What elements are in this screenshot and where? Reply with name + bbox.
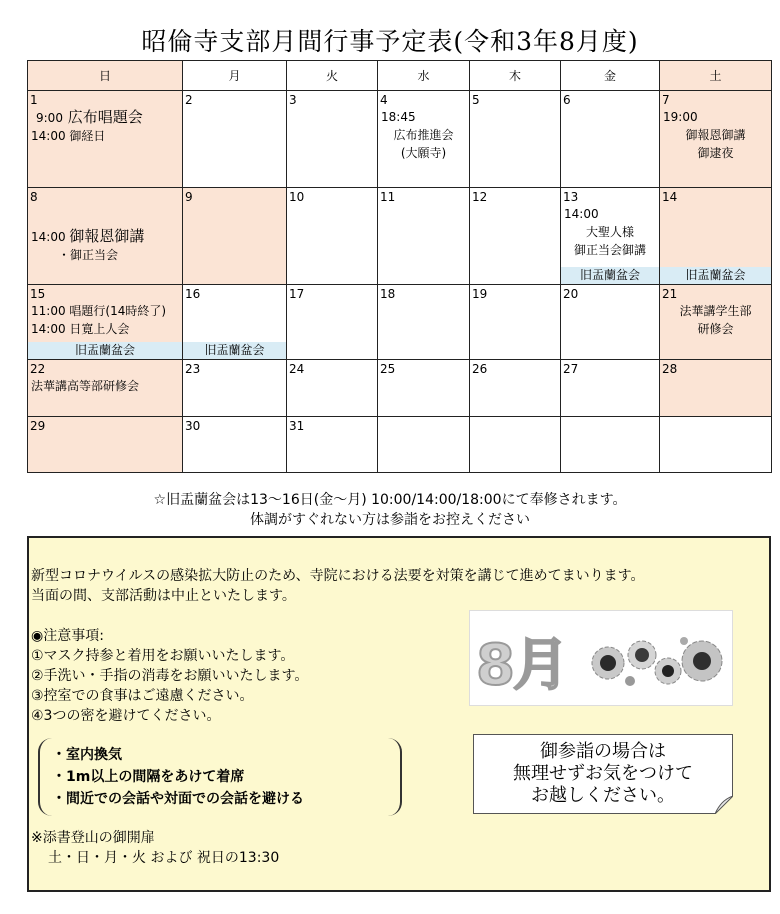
event-title: 大聖人様 [585,225,634,239]
kaihi-heading: ※添書登山の御開扉 [31,830,155,846]
caution-heading: ◉注意事項: [31,628,104,644]
day-number: 12 [472,190,488,204]
event-line [28,108,182,127]
day-number: 1 [30,93,38,107]
event-title: 御報恩御講 [69,227,145,245]
event-title: 研修会 [697,322,734,336]
day-number: 25 [380,362,396,376]
day-cell-22 [28,360,183,417]
day-cell-29 [28,417,183,473]
event-time: 18:45 [381,110,416,124]
day-cell-8 [28,188,183,285]
intro-line-1: 新型コロナウイルスの感染拡大防止のため、寺院における法要を対策を講じて進めてまいります。 [31,568,645,584]
day-number: 7 [662,93,670,107]
day-number: 29 [30,419,46,433]
week-row [28,188,772,285]
day-number: 24 [289,362,305,376]
day-number: 3 [289,93,297,107]
day-number: 30 [185,419,201,433]
day-cell-20 [561,285,660,360]
obon-bar: 旧盂蘭盆会 [561,267,659,284]
day-number: 16 [185,287,201,301]
caution-item: ②手洗い・手指の消毒をお願いいたします。 [31,668,309,684]
day-cell-3 [287,91,378,188]
event-line: 11:00 唱題行(14時終了) [31,304,167,318]
bracket-item: ・室内換気 [52,747,122,763]
event-title: 広布推進会 [393,128,454,142]
day-number: 13 [563,190,579,204]
event-line: 14:00 日寛上人会 [31,322,130,336]
day-number: 23 [185,362,201,376]
day-cell-5 [470,91,561,188]
obon-bar: 旧盂蘭盆会 [660,267,771,284]
visit-note-line: お越しください。 [531,785,675,806]
obon-bar: 旧盂蘭盆会 [183,342,286,359]
page-curl-icon [715,796,733,814]
day-cell-17 [287,285,378,360]
day-cell-10 [287,188,378,285]
day-number: 21 [662,287,678,301]
day-number: 6 [563,93,571,107]
day-cell-21 [660,285,772,360]
day-cell-26 [470,360,561,417]
day-cell-24 [287,360,378,417]
day-cell-31 [287,417,378,473]
visit-note-line: 御参詣の場合は [540,741,666,762]
caution-item: ①マスク持参と着用をお願いいたします。 [31,648,295,664]
day-cell-25 [378,360,470,417]
day-cell-1 [28,91,183,188]
day-number: 18 [380,287,396,301]
event-title: 御逮夜 [697,146,734,160]
weekday-fri: 金 [561,61,660,91]
day-number: 26 [472,362,488,376]
caution-item: ④3つの密を避けてください。 [31,708,221,724]
day-number: 22 [30,362,46,376]
august-label: 8月 [476,633,567,698]
day-cell-12 [470,188,561,285]
day-cell-6 [561,91,660,188]
day-cell-13 [561,188,660,285]
event-title: 御報恩御講 [685,128,746,142]
day-cell-empty [470,417,561,473]
week-row [28,91,772,188]
event-line: 法華講高等部研修会 [31,379,140,393]
day-cell-9 [183,188,287,285]
day-cell-11 [378,188,470,285]
event-line [28,227,182,246]
event-title: 御正当会御講 [573,243,646,257]
weekday-tue: 火 [287,61,378,91]
event-title: 法華講学生部 [679,304,752,318]
day-number: 17 [289,287,305,301]
event-line: 14:00 御経日 [31,129,106,143]
week-row [28,285,772,360]
day-cell-7 [660,91,772,188]
week-row [28,417,772,473]
day-cell-empty [561,417,660,473]
event-time: 14:00 [564,207,599,221]
day-number: 10 [289,190,305,204]
day-number: 27 [563,362,579,376]
bracket-item: ・1m以上の間隔をあけて着席 [52,769,245,785]
day-number: 2 [185,93,193,107]
event-place: (大願寺) [400,146,447,160]
weekday-sun: 日 [28,61,183,91]
weekday-sat: 土 [660,61,772,91]
day-cell-23 [183,360,287,417]
day-number: 15 [30,287,46,301]
day-number: 11 [380,190,396,204]
day-cell-empty [378,417,470,473]
kaihi-days: 土・日・月・火 および 祝日の13:30 [48,850,280,866]
event-time: 19:00 [663,110,698,124]
visit-note [473,734,733,814]
day-number: 9 [185,190,193,204]
day-cell-empty [660,417,772,473]
caution-item: ③控室での食事はご遠慮ください。 [31,688,254,704]
day-number: 20 [563,287,579,301]
event-time: 14:00 [31,230,66,244]
august-sunflower-image [469,610,733,706]
day-cell-15 [28,285,183,360]
day-cell-18 [378,285,470,360]
health-notice: 体調がすぐれない方は参詣をお控えください [250,512,530,528]
day-number: 8 [30,190,38,204]
day-number: 31 [289,419,305,433]
weekday-thu: 木 [470,61,561,91]
visit-note-line: 無理せずお気をつけて [513,763,693,784]
day-number: 19 [472,287,488,301]
event-time: 9:00 [36,111,63,125]
day-cell-14 [660,188,772,285]
weekday-header-row [28,61,772,91]
day-number: 5 [472,93,480,107]
obon-bar: 旧盂蘭盆会 [28,342,182,359]
event-title: 広布唱題会 [67,108,143,126]
day-cell-4 [378,91,470,188]
day-cell-28 [660,360,772,417]
intro-line-2: 当面の間、支部活動は中止といたします。 [31,588,296,604]
day-cell-27 [561,360,660,417]
bracket-item: ・間近での会話や対面での会話を避ける [52,791,304,807]
event-sub: ・御正当会 [58,248,119,262]
weekday-mon: 月 [183,61,287,91]
day-cell-19 [470,285,561,360]
sunflower-icon [470,611,732,705]
calendar-table [27,60,772,473]
week-row [28,360,772,417]
obon-notice: ☆旧盂蘭盆会は13～16日(金～月) 10:00/14:00/18:00にて奉修されます。 [153,492,627,508]
day-number: 4 [380,93,388,107]
day-cell-2 [183,91,287,188]
weekday-wed: 水 [378,61,470,91]
day-number: 14 [662,190,678,204]
page-title: 昭倫寺支部月間行事予定表(令和3年8月度) [141,27,639,56]
day-number: 28 [662,362,678,376]
day-cell-16 [183,285,287,360]
day-cell-30 [183,417,287,473]
